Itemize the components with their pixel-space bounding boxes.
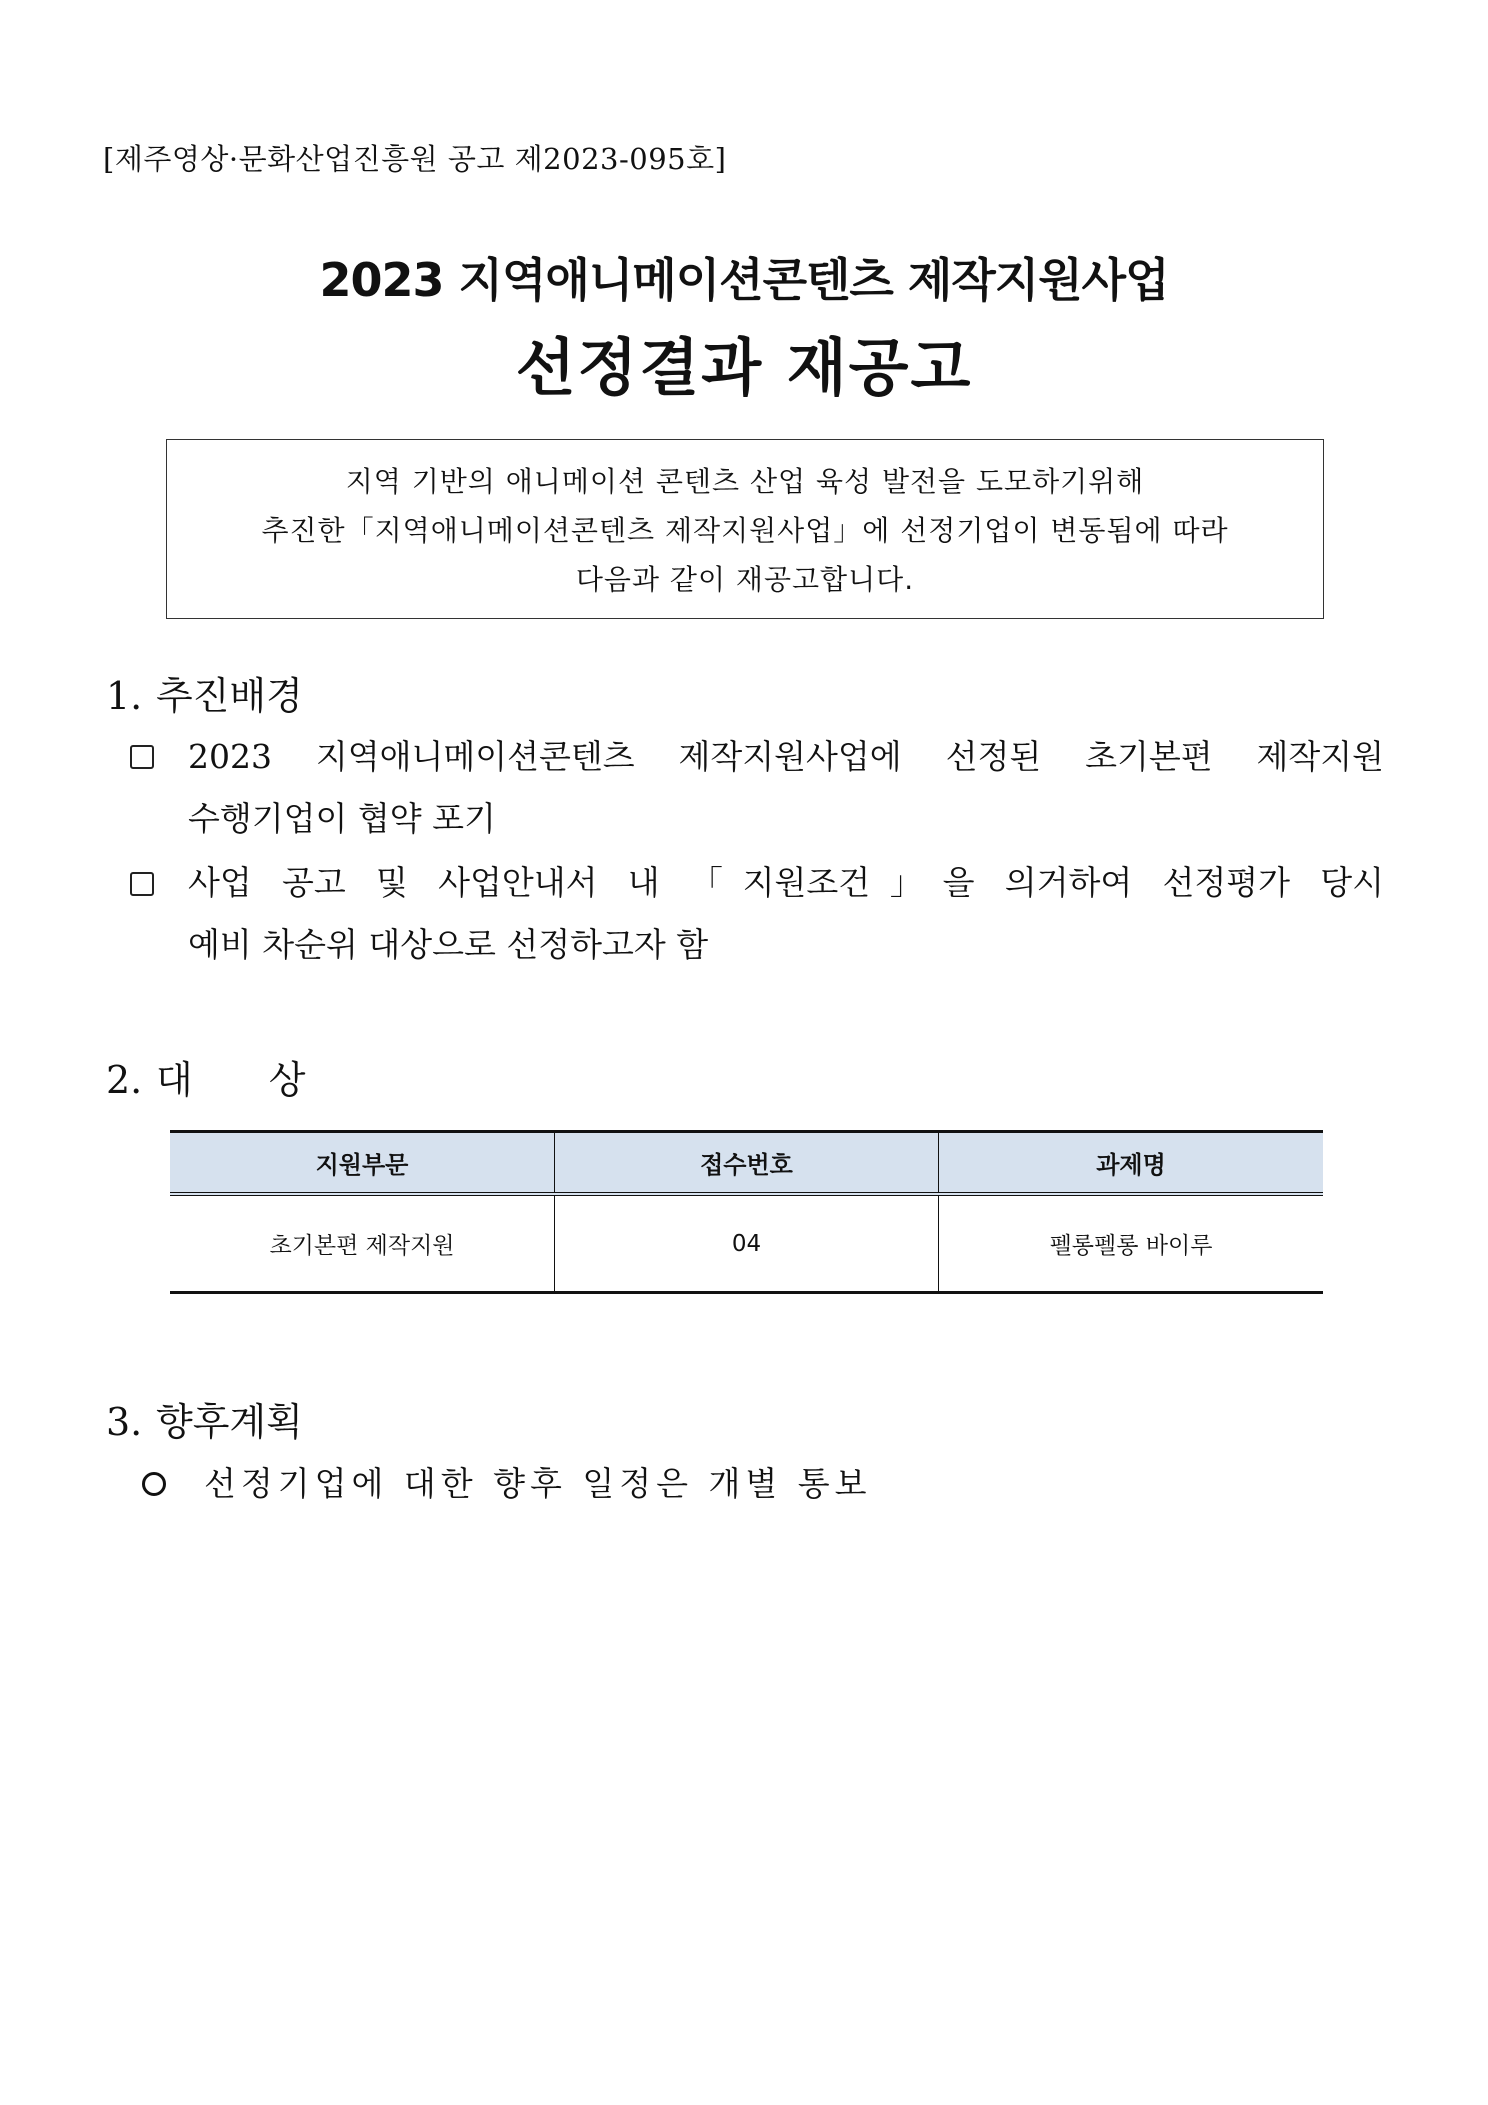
circle-bullet-icon bbox=[142, 1472, 166, 1496]
section-heading-target bbox=[106, 1049, 305, 1104]
section-number: 3. bbox=[106, 1400, 143, 1444]
section-title: 대 상 bbox=[156, 1058, 306, 1102]
section-heading-background bbox=[106, 665, 303, 720]
column-header: 접수번호 bbox=[554, 1133, 938, 1192]
table-cell: 펠롱펠롱 바이루 bbox=[938, 1196, 1323, 1291]
table-row bbox=[170, 1196, 1323, 1294]
section-title: 추진배경 bbox=[156, 674, 303, 718]
column-header: 과제명 bbox=[938, 1133, 1323, 1192]
column-header: 지원부문 bbox=[315, 1151, 409, 1179]
section-heading-plan bbox=[106, 1391, 303, 1446]
table-header bbox=[170, 1130, 1323, 1196]
intro-line: 다음과 같이 재공고합니다. bbox=[575, 563, 915, 596]
table-cell: 초기본편 제작지원 bbox=[269, 1233, 455, 1259]
intro-line: 추진한「지역애니메이션콘텐츠 제작지원사업」에 선정기업이 변동됨에 따라 bbox=[261, 514, 1229, 547]
list-item-continuation: 예비 차순위 대상으로 선정하고자 함 bbox=[188, 925, 709, 964]
list-item: 사업 공고 및 사업안내서 내 「지원조건」을 의거하여 선정평가 당시 bbox=[188, 863, 1384, 902]
list-item-continuation: 수행기업이 협약 포기 bbox=[188, 799, 496, 838]
document-title: 2023 지역애니메이션콘텐츠 제작지원사업 bbox=[319, 253, 1169, 307]
section-title: 향후계획 bbox=[156, 1400, 303, 1444]
list-item: 선정기업에 대한 향후 일정은 개별 통보 bbox=[204, 1464, 872, 1503]
intro-line: 지역 기반의 애니메이션 콘텐츠 산업 육성 발전을 도모하기위해 bbox=[345, 465, 1145, 498]
notice-reference: [제주영상·문화산업진흥원 공고 제2023-095호] bbox=[103, 142, 727, 176]
document-subtitle: 선정결과 재공고 bbox=[515, 331, 973, 404]
table-cell: 04 bbox=[554, 1196, 938, 1291]
checkbox-icon bbox=[130, 745, 154, 769]
section-number: 2. bbox=[106, 1058, 143, 1102]
list-item: 2023 지역애니메이션콘텐츠 제작지원사업에 선정된 초기본편 제작지원 bbox=[188, 737, 1384, 776]
section-number: 1. bbox=[106, 674, 143, 718]
checkbox-icon bbox=[130, 872, 154, 896]
selection-table bbox=[170, 1130, 1323, 1294]
